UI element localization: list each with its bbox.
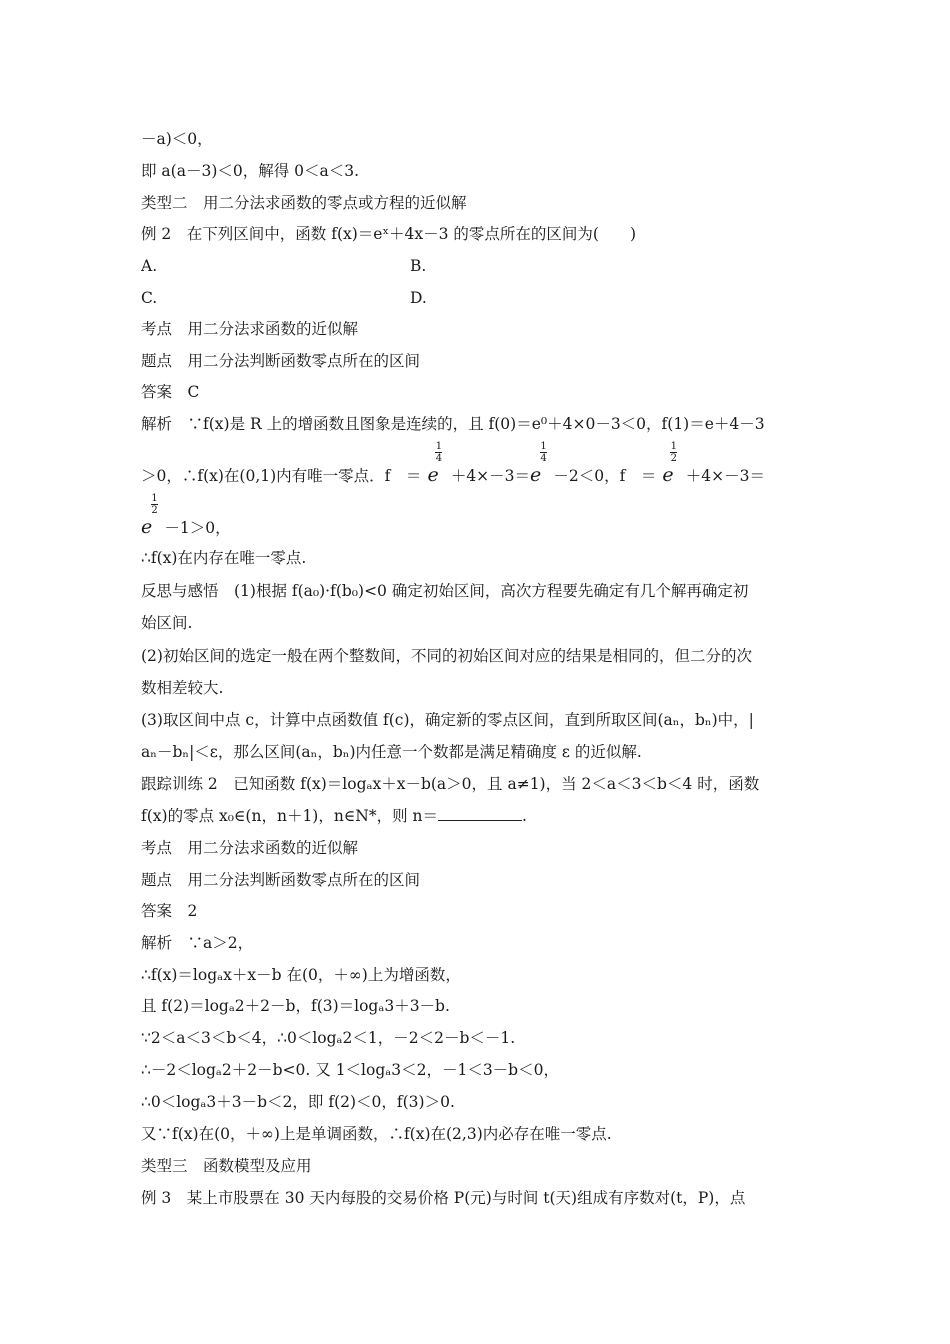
numerator: 1: [151, 493, 158, 504]
reflection-line: 反思与感悟 (1)根据 f(a₀)·f(b₀)<0 确定初始区间，高次方程要先确定有几个解再确定初: [141, 582, 749, 600]
text-line: ∴f(x)在内存在唯一零点.: [141, 549, 307, 567]
fraction: [151, 494, 158, 515]
text-line: aₙ－bₙ|＜ε，那么区间(aₙ，bₙ)内任意一个数都是满足精确度 ε 的近似解.: [141, 743, 642, 761]
section-heading: 类型三 函数模型及应用: [141, 1157, 312, 1175]
text-line: －a)＜0，: [141, 130, 213, 148]
analysis-line: ∴－2＜logₐ2＋2－b<0. 又 1＜logₐ3＜2，－1＜3－b＜0，: [141, 1061, 559, 1079]
text-fragment: －1＞0，: [164, 519, 231, 537]
math-e: e: [427, 464, 439, 486]
math-e: e: [141, 516, 153, 538]
text-fragment: ＋4×－3＝: [685, 467, 765, 485]
text-fragment: f(x)的零点 x₀∈(n，n＋1)，n∈N*，则 n＝: [141, 807, 439, 825]
section-heading: 类型二 用二分法求函数的零点或方程的近似解: [141, 194, 467, 212]
answer-line: 答案 2: [141, 902, 198, 920]
option-b: B.: [410, 257, 427, 275]
denominator: 4: [435, 453, 443, 464]
text-line: (3)取区间中点 c，计算中点函数值 f(c)，确定新的零点区间，直到所取区间(aₙ，bₙ)中，|: [141, 711, 754, 729]
exponent-e-quarter: [530, 441, 553, 486]
option-a: A.: [141, 257, 158, 275]
text-line: 考点 用二分法求函数的近似解: [141, 839, 359, 857]
option-c: C.: [141, 289, 158, 307]
text-line: 题点 用二分法判断函数零点所在的区间: [141, 871, 421, 889]
analysis-line: ∵2＜a＜3＜b＜4，∴0＜logₐ2＜1，－2＜2－b＜－1.: [141, 1029, 516, 1047]
analysis-line: ∴f(x)＝logₐx＋x－b 在(0，＋∞)上为增函数，: [141, 966, 461, 984]
analysis-line: [141, 493, 231, 539]
answer-line: 答案 C: [141, 383, 200, 401]
exercise-line: 跟踪训练 2 已知函数 f(x)＝logₐx＋x－b(a＞0，且 a≠1)，当 2＜a＜3＜b＜4 时，函数: [141, 775, 760, 793]
text-line: 始区间.: [141, 614, 193, 632]
text-fragment: －2＜0，f ＝: [553, 467, 657, 485]
math-e: e: [530, 464, 542, 486]
text-line: (2)初始区间的选定一般在两个整数间，不同的初始区间对应的结果是相同的，但二分的次: [141, 647, 752, 665]
text-line: 即 a(a－3)＜0，解得 0＜a＜3.: [141, 162, 360, 180]
analysis-line: 解析 ∵f(x)是 R 上的增函数且图象是连续的，且 f(0)＝e⁰＋4×0－3＜0，f(1)＝e＋4－3: [141, 415, 765, 433]
text-line: 考点 用二分法求函数的近似解: [141, 320, 359, 338]
option-d: D.: [410, 289, 427, 307]
example-question: 例 3 某上市股票在 30 天内每股的交易价格 P(元)与时间 t(天)组成有序数对(t，P)，点: [141, 1189, 746, 1207]
fraction: [670, 442, 677, 463]
text-fragment: ＋4×－3＝: [450, 467, 531, 485]
denominator: 4: [540, 453, 547, 464]
numerator: 1: [435, 441, 443, 452]
numerator: 1: [540, 441, 547, 452]
denominator: 2: [670, 453, 678, 464]
example-question: 例 2 在下列区间中，函数 f(x)＝eˣ＋4x－3 的零点所在的区间为( ): [141, 225, 637, 243]
exponent-e-half: [141, 493, 164, 538]
fraction: [435, 442, 442, 463]
answer-blank[interactable]: [438, 806, 522, 821]
exponent-e-quarter: [421, 441, 450, 486]
exponent-e-half: [656, 441, 685, 486]
analysis-line: 解析 ∵a＞2，: [141, 934, 254, 952]
analysis-line: 且 f(2)＝logₐ2＋2－b，f(3)＝logₐ3＋3－b.: [141, 997, 450, 1015]
analysis-line: [141, 441, 765, 487]
numerator: 1: [670, 441, 678, 452]
math-e: e: [662, 464, 674, 486]
fraction: [540, 442, 547, 463]
denominator: 2: [151, 505, 158, 516]
text-line: 题点 用二分法判断函数零点所在的区间: [141, 352, 421, 370]
text-fragment: .: [522, 807, 527, 825]
analysis-line: ∴0＜logₐ3＋3－b＜2，即 f(2)＜0，f(3)＞0.: [141, 1093, 455, 1111]
text-line: 数相差较大.: [141, 679, 224, 697]
exercise-line: [141, 805, 527, 827]
text-fragment: ＞0，∴f(x)在(0,1)内有唯一零点．f ＝: [141, 467, 422, 485]
analysis-line: 又∵f(x)在(0，＋∞)上是单调函数，∴f(x)在(2,3)内必存在唯一零点.: [141, 1125, 612, 1143]
